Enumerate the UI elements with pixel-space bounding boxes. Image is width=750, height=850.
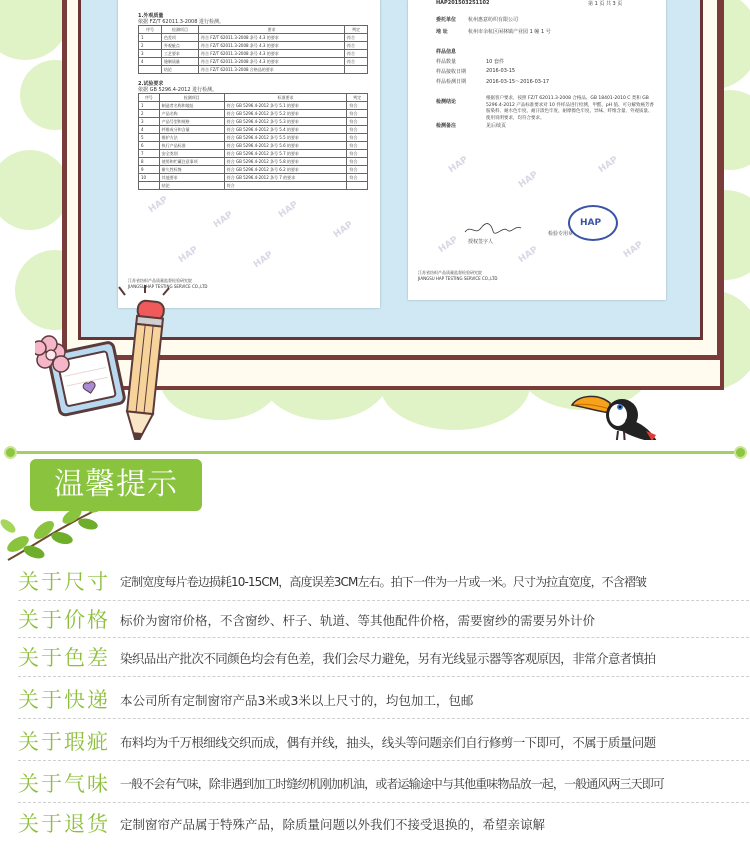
footer-org-en: JIANGSU HAP TESTING SERVICE CO.,LTD — [418, 276, 498, 281]
watermark: HAP — [447, 154, 471, 176]
watermark: HAP — [147, 194, 171, 216]
table-cell: 制造者名称和地址 — [159, 102, 224, 110]
watermark: HAP — [212, 209, 236, 231]
watermark: HAP — [622, 239, 646, 261]
table-cell: 符合 GB 5296.4-2012 条号 5.7 的要求 — [224, 150, 347, 158]
watermark: HAP — [517, 169, 541, 191]
receive-date: 2016-03-15 — [486, 68, 516, 74]
seal-text: HAP — [580, 218, 602, 228]
test-date: 2016-03-15～2016-03-17 — [486, 79, 550, 85]
row-divider — [18, 600, 750, 601]
signer-label: 授权签字人 — [468, 239, 494, 245]
table-header-row — [139, 94, 368, 102]
table-cell: 符合 — [224, 182, 347, 190]
table-cell: 1 — [139, 34, 162, 42]
table-cell: 判定 — [347, 94, 368, 102]
table-row — [139, 118, 368, 126]
table-cell: 符合 — [347, 150, 368, 158]
table-cell: 符合 GB 5296.4-2012 条号 5.1 的要求 — [224, 102, 347, 110]
row-text: 标价为窗帘价格，不含窗纱、杆子、轨道、等其他配件价格，需要窗纱的需要另外计价 — [120, 613, 596, 628]
table-cell: 使用和贮藏注意事项 — [159, 158, 224, 166]
table-cell: 序号 — [139, 26, 162, 34]
sample-qty: 10 套件 — [486, 59, 504, 65]
table-cell: 符合 — [347, 134, 368, 142]
row-text: 布料均为千万根细线交织而成，偶有并线，抽头，线头等问题亲们自行修剪一下即可，不属于质量问题 — [120, 735, 656, 750]
table-cell: 标准要求 — [224, 94, 347, 102]
row-label: 关于快递 — [18, 688, 110, 712]
table-cell: 10 — [139, 174, 160, 182]
seal-label: 检验专用章 — [548, 231, 574, 237]
row-label: 关于色差 — [18, 646, 110, 670]
test-report-page-right — [408, 0, 666, 300]
table-cell: 执行产品标准 — [159, 142, 224, 150]
table-row — [139, 150, 368, 158]
table-cell: 符合 — [347, 142, 368, 150]
divider-endpoint — [4, 446, 17, 459]
field-label: 委托单位 — [436, 17, 457, 23]
table-cell: 符合 GB 5296.4-2012 条号 5.6 的要求 — [224, 142, 347, 150]
table-cell: 符合 FZ/T 62011.3-2008 合格品的要求 — [199, 66, 345, 74]
table-cell: 符合 FZ/T 62011.3-2008 条号 4.3 的要求 — [199, 50, 345, 58]
section-title: 1.外观质量 — [138, 13, 164, 19]
row-label: 关于瑕疵 — [18, 730, 110, 754]
field-label: 检测结论 — [436, 99, 457, 105]
notice-title: 温馨提示 — [54, 467, 178, 502]
table-cell: 1 — [139, 102, 160, 110]
table-cell: 符合 GB 5296.4-2012 条号 7 的要求 — [224, 174, 347, 182]
table-row — [139, 42, 368, 50]
row-label: 关于气味 — [18, 772, 110, 796]
table-cell: 安全类别 — [159, 150, 224, 158]
table-cell: 色差项 — [161, 34, 198, 42]
table-cell: 2 — [139, 42, 162, 50]
watermark: HAP — [277, 199, 301, 221]
table-row — [139, 182, 368, 190]
notice-row-odor — [18, 768, 748, 802]
table-cell: 缝制质量 — [161, 58, 198, 66]
table-cell: 符合 — [345, 50, 368, 58]
table-header-row — [139, 26, 368, 34]
notice-row-size — [18, 566, 748, 600]
field-label: 样品检测日期 — [436, 79, 467, 85]
table-cell: 符合 FZ/T 62011.3-2008 条号 4.3 的要求 — [199, 58, 345, 66]
row-divider — [18, 760, 750, 761]
table-cell: 符合 — [345, 34, 368, 42]
table-cell — [139, 66, 162, 74]
table-cell: 维护方法 — [159, 134, 224, 142]
table-cell: 检测项目 — [161, 26, 198, 34]
table-cell: 符合 — [347, 102, 368, 110]
table-cell: 纤维成分和含量 — [159, 126, 224, 134]
table-cell: 外观疵点 — [161, 42, 198, 50]
company-value: 杭州惠意纺织有限公司 — [468, 17, 519, 23]
table-cell: 4 — [139, 126, 160, 134]
table-row — [139, 158, 368, 166]
address-value: 杭州市余杭区闲林镇产业园 1 幢 1 号 — [468, 29, 551, 35]
conclusion-text: 根据客户要求，按照 FZ/T 62011.3-2008 合格品、GB 18401-2010 C 类和 GB 5296.4-2012 产品标准要求对 10 件样品进行检测，甲醛、pH 值、可分解致癌芳香胺染料、耐水色牢度、耐汗渍色牢度、耐摩擦色牢度、异味、纤维含量、外观质量、使用说明要求，均符合要求。 — [486, 96, 655, 121]
table-cell: 8 — [139, 158, 160, 166]
watermark: HAP — [177, 244, 201, 266]
hap-seal-stamp — [568, 205, 618, 241]
table-cell: 符合 GB 5296.4-2012 条号 5.3 的要求 — [224, 118, 347, 126]
table-cell: 3 — [139, 50, 162, 58]
row-text: 一般不会有气味，除非遇到加工时缝纫机刚加机油，或者运输途中与其他重味物品放一起，一般通风两三天即可 — [120, 777, 664, 791]
section-divider — [10, 451, 742, 454]
table-row — [139, 102, 368, 110]
table-cell: 符合 — [347, 126, 368, 134]
row-text: 染织品出产批次不同颜色均会有色差，我们会尽力避免，另有光线显示器等客观原因，非常介意者慎拍 — [120, 651, 656, 666]
table-cell: 符合 — [345, 58, 368, 66]
field-label: 样品数量 — [436, 59, 457, 65]
table-cell: 产品号型和规格 — [159, 118, 224, 126]
table-row — [139, 174, 368, 182]
table-cell: 符合 — [345, 42, 368, 50]
table-cell: 序号 — [139, 94, 160, 102]
table-cell: 5 — [139, 134, 160, 142]
watermark: HAP — [517, 244, 541, 266]
row-label: 关于尺寸 — [18, 570, 110, 594]
table-cell: 符合 — [347, 158, 368, 166]
table-row — [139, 34, 368, 42]
divider-endpoint — [734, 446, 747, 459]
notice-row-color-diff — [18, 642, 748, 676]
watermark: HAP — [332, 219, 356, 241]
table-cell: 2 — [139, 110, 160, 118]
field-label: 样品接收日期 — [436, 69, 467, 75]
table-cell: 符合 GB 5296.4-2012 条号 5.2 的要求 — [224, 110, 347, 118]
section-note: 依据 FZ/T 62011.3-2008 进行检测。 — [138, 19, 225, 25]
row-divider — [18, 676, 750, 677]
field-label: 样品信息 — [436, 49, 457, 55]
table-cell — [347, 182, 368, 190]
row-text: 定制窗帘产品属于特殊产品，除质量问题以外我们不接受退换的，希望亲谅解 — [120, 817, 546, 832]
appearance-table — [138, 25, 368, 74]
section-note: 依据 GB 5296.4-2012 进行检测。 — [138, 87, 218, 93]
notice-row-defects — [18, 726, 748, 760]
table-cell: 7 — [139, 150, 160, 158]
table-row — [139, 134, 368, 142]
table-cell: 6 — [139, 142, 160, 150]
table-cell: 工艺要求 — [161, 50, 198, 58]
watermark: HAP — [252, 249, 276, 271]
table-cell: 要求 — [199, 26, 345, 34]
table-cell: 符合 — [347, 174, 368, 182]
table-cell: 耐久性标签 — [159, 166, 224, 174]
table-cell: 结论 — [159, 182, 224, 190]
table-row — [139, 58, 368, 66]
notice-row-returns — [18, 808, 748, 842]
footer-org-en: JIANGSU HAP TESTING SERVICE CO.,LTD — [128, 284, 208, 289]
field-label: 检测备注 — [436, 123, 457, 129]
table-cell: 符合 FZ/T 62011.3-2008 条号 4.3 的要求 — [199, 34, 345, 42]
table-cell: 其他要求 — [159, 174, 224, 182]
leaf-icon — [0, 500, 110, 562]
report-number: HAP201503251102 — [436, 0, 490, 6]
table-cell: 检测项目 — [159, 94, 224, 102]
table-row — [139, 142, 368, 150]
page-info: 第 1 页 共 3 页 — [588, 1, 623, 7]
table-cell: 符合 GB 5296.4-2012 条号 6.2 的要求 — [224, 166, 347, 174]
notice-row-shipping — [18, 684, 748, 718]
table-cell: 9 — [139, 166, 160, 174]
table-cell: 产品名称 — [159, 110, 224, 118]
table-cell: 4 — [139, 58, 162, 66]
table-cell — [139, 182, 160, 190]
row-divider — [18, 802, 750, 803]
signature-graphic — [463, 222, 523, 236]
table-cell: 符合 GB 5296.4-2012 条号 5.5 的要求 — [224, 134, 347, 142]
row-text: 本公司所有定制窗帘产品3米或3米以上尺寸的，均包加工，包邮 — [120, 693, 474, 708]
watermark: HAP — [437, 234, 461, 256]
table-cell: 3 — [139, 118, 160, 126]
notice-row-price — [18, 604, 748, 638]
table-cell — [345, 66, 368, 74]
row-divider — [18, 718, 750, 719]
remark-value: 见后续页 — [486, 123, 507, 129]
toucan-bird-illustration — [570, 385, 660, 440]
pencil-illustration — [115, 285, 175, 440]
watermark: HAP — [597, 154, 621, 176]
row-label: 关于价格 — [18, 608, 110, 632]
row-text: 定制宽度每片卷边损耗10-15CM，高度误差3CM左右。拍下一件为一片或一米。尺寸为拉直宽度，不含褶皱 — [120, 575, 647, 589]
table-row — [139, 50, 368, 58]
table-cell: 结论 — [161, 66, 198, 74]
table-cell: 符合 GB 5296.4-2012 条号 5.4 的要求 — [224, 126, 347, 134]
field-label: 地 址 — [436, 29, 448, 35]
table-cell: 符合 — [347, 166, 368, 174]
label-requirements-table — [138, 93, 368, 190]
row-label: 关于退货 — [18, 812, 110, 836]
table-row — [139, 166, 368, 174]
table-cell: 符合 GB 5296.4-2012 条号 5.8 的要求 — [224, 158, 347, 166]
table-row — [139, 110, 368, 118]
table-cell: 符合 — [347, 110, 368, 118]
test-report-page-left — [118, 0, 380, 308]
table-cell: 判定 — [345, 26, 368, 34]
table-cell: 符合 — [347, 118, 368, 126]
table-cell: 符合 FZ/T 62011.3-2008 条号 4.3 的要求 — [199, 42, 345, 50]
section-title: 2.试验要求 — [138, 81, 164, 87]
row-divider — [18, 637, 750, 638]
table-row — [139, 126, 368, 134]
footer-org: 江苏省纺织产品质量监督检验研究院 — [418, 270, 482, 275]
table-row — [139, 66, 368, 74]
footer-org: 江苏省纺织产品质量监督检验研究院 — [128, 278, 192, 283]
